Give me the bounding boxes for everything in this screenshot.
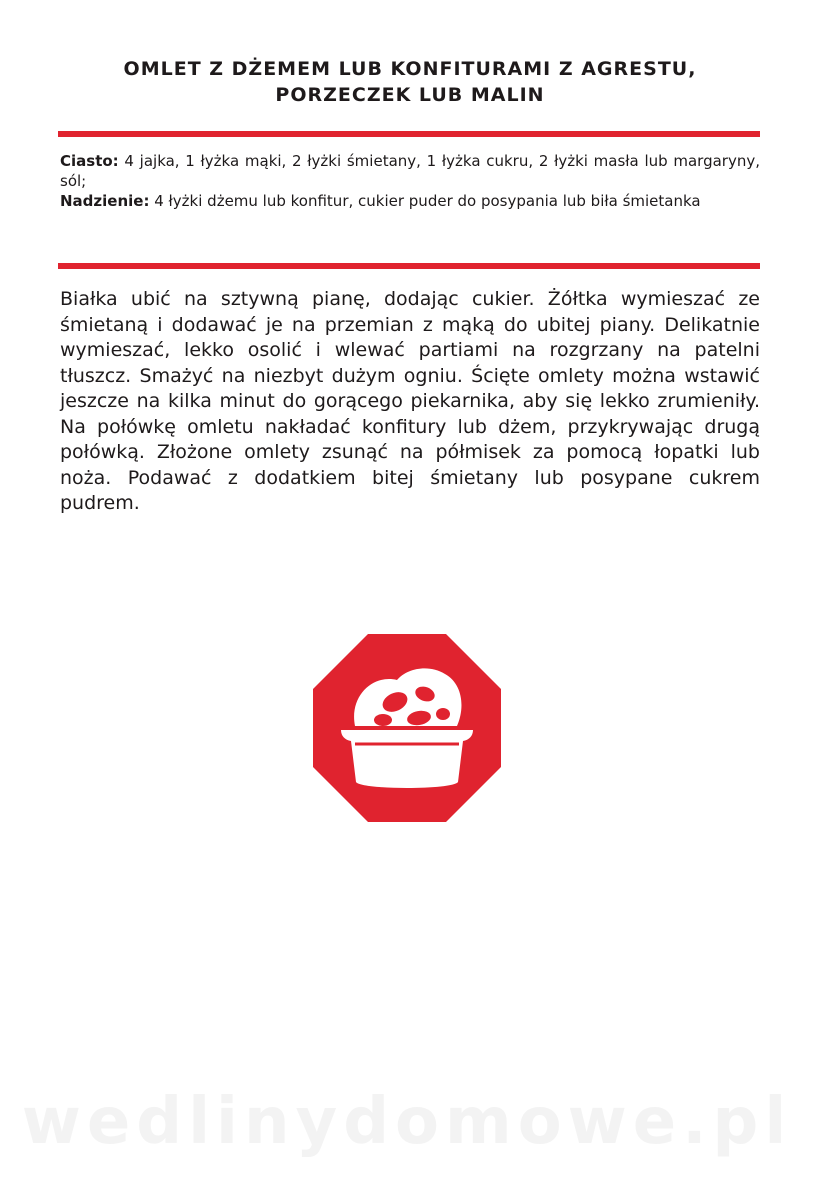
dough-label: Ciasto: — [60, 152, 119, 170]
ingredients-section — [60, 151, 760, 211]
recipe-title — [60, 56, 760, 108]
watermark: wedlinydomowe.pl — [21, 1085, 793, 1159]
title-line-1: OMLET Z DŻEMEM LUB KONFITURAMI Z AGRESTU, — [123, 58, 697, 80]
title-line-2: PORZECZEK LUB MALIN — [275, 84, 545, 106]
dessert-bowl-icon — [313, 634, 501, 822]
dough-ingredients — [60, 151, 760, 191]
filling-text: 4 łyżki dżemu lub konfitur, cukier puder do posypania lub biła śmietanka — [149, 192, 701, 210]
instructions-text: Białka ubić na sztywną pianę, dodając cukier. Żółtka wymieszać ze śmietaną i dodawać je na przemian z mąką do ubitej piany. Delikatnie wymieszać, lekko osolić i wlewać partiami na rozgrzany na patelni tłuszcz. Smażyć na niezbyt dużym ogniu. Ścięte omlety można wstawić jeszcze na kilka minut do gorącego piekarnika, aby się lekko zrumieniły. Na połówkę omletu nakładać konfitury lub dżem, przykrywając drugą połówką. Złożone omlety zsunąć na półmisek za pomocą łopatki lub noża. Podawać z dodatkiem bitej śmietany lub posypane cukrem pudrem. — [60, 288, 760, 514]
top-divider — [58, 131, 760, 137]
filling-ingredients — [60, 191, 760, 211]
dough-text: 4 jajka, 1 łyżka mąki, 2 łyżki śmietany, 1 łyżka cukru, 2 łyżki masła lub margaryny, sól; — [60, 152, 760, 190]
bottom-divider — [58, 263, 760, 269]
filling-label: Nadzienie: — [60, 192, 150, 210]
